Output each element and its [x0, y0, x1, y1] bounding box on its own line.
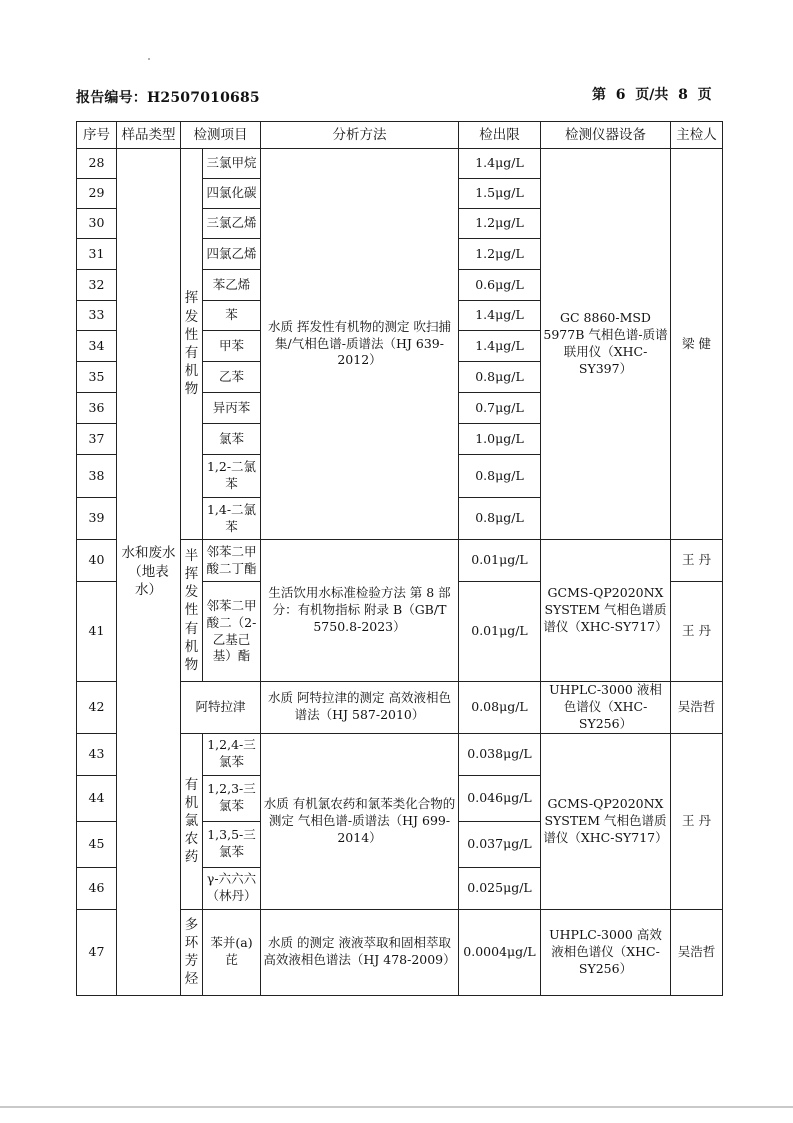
instrument-atrazine: UHPLC-3000 液相色谱仪（XHC-SY256）: [541, 682, 671, 734]
item-name: 1,3,5-三氯苯: [203, 821, 261, 867]
instrument-pah: UHPLC-3000 高效液相色谱仪（XHC-SY256）: [541, 909, 671, 995]
detection-limit: 0.01μg/L: [459, 540, 541, 582]
detection-limit: 0.038μg/L: [459, 733, 541, 775]
detection-limit: 0.08μg/L: [459, 682, 541, 734]
row-no: 40: [77, 540, 117, 582]
row-no: 38: [77, 455, 117, 498]
item-name: 1,2-二氯苯: [203, 455, 261, 498]
row-no: 44: [77, 775, 117, 821]
detection-limit: 1.2μg/L: [459, 209, 541, 239]
scan-speck: [148, 58, 150, 60]
row-no: 47: [77, 909, 117, 995]
detection-limit: 0.025μg/L: [459, 867, 541, 909]
inspector-ocp: 王 丹: [671, 733, 723, 909]
group-svoc: 半挥发性有机物: [181, 540, 203, 682]
row-no: 33: [77, 301, 117, 331]
item-name: 三氯甲烷: [203, 149, 261, 179]
col-header-method: 分析方法: [261, 122, 459, 149]
col-header-no: 序号: [77, 122, 117, 149]
row-no: 43: [77, 733, 117, 775]
inspector-svoc-41: 王 丹: [671, 582, 723, 682]
group-voc: 挥发性有机物: [181, 149, 203, 540]
method-ocp: 水质 有机氯农药和氯苯类化合物的测定 气相色谱-质谱法（HJ 699-2014）: [261, 733, 459, 909]
inspector-voc: 梁 健: [671, 149, 723, 540]
detection-limit: 0.0004μg/L: [459, 909, 541, 995]
item-name: 乙苯: [203, 362, 261, 393]
item-name: 邻苯二甲酸二丁酯: [203, 540, 261, 582]
item-name: 1,2,3-三氯苯: [203, 775, 261, 821]
item-name: 四氯乙烯: [203, 239, 261, 270]
item-name: γ-六六六（林丹）: [203, 867, 261, 909]
detection-limit: 1.5μg/L: [459, 179, 541, 209]
row-no: 39: [77, 498, 117, 540]
group-ocp: 有机氯农药: [181, 733, 203, 909]
inspector-pah: 吴浩哲: [671, 909, 723, 995]
instrument-svoc: GCMS-QP2020NX SYSTEM 气相色谱质谱仪（XHC-SY717）: [541, 540, 671, 682]
item-name: 1,2,4-三氯苯: [203, 733, 261, 775]
detection-limit: 0.7μg/L: [459, 393, 541, 424]
inspector-atrazine: 吴浩哲: [671, 682, 723, 734]
detection-limit: 0.046μg/L: [459, 775, 541, 821]
method-atrazine: 水质 阿特拉津的测定 高效液相色谱法（HJ 587-2010）: [261, 682, 459, 734]
item-name: 苯: [203, 301, 261, 331]
item-name: 三氯乙烯: [203, 209, 261, 239]
detection-limit: 1.4μg/L: [459, 331, 541, 362]
detection-limit: 1.0μg/L: [459, 424, 541, 455]
col-header-instrument: 检测仪器设备: [541, 122, 671, 149]
report-number: 报告编号：H2507010685: [76, 90, 260, 106]
detection-limit: 0.8μg/L: [459, 455, 541, 498]
method-pah: 水质 的测定 液液萃取和固相萃取高效液相色谱法（HJ 478-2009）: [261, 909, 459, 995]
table-header-row: [77, 122, 723, 149]
item-name: 四氯化碳: [203, 179, 261, 209]
method-voc: 水质 挥发性有机物的测定 吹扫捕集/气相色谱-质谱法（HJ 639-2012）: [261, 149, 459, 540]
item-name: 异丙苯: [203, 393, 261, 424]
page-bottom-border: [0, 1106, 793, 1108]
detection-limit: 1.4μg/L: [459, 149, 541, 179]
row-no: 28: [77, 149, 117, 179]
col-header-inspector: 主检人: [671, 122, 723, 149]
detection-limit: 1.2μg/L: [459, 239, 541, 270]
item-name: 1,4-二氯苯: [203, 498, 261, 540]
page-info: 第 6 页/共 8 页: [592, 87, 712, 103]
detection-limit: 0.6μg/L: [459, 270, 541, 301]
test-items-table: [76, 121, 723, 996]
method-svoc: 生活饮用水标准检验方法 第 8 部分：有机物指标 附录 B（GB/T 5750.8-2023）: [261, 540, 459, 682]
row-no: 41: [77, 582, 117, 682]
instrument-ocp: GCMS-QP2020NX SYSTEM 气相色谱质谱仪（XHC-SY717）: [541, 733, 671, 909]
col-header-detection-limit: 检出限: [459, 122, 541, 149]
col-header-sample-type: 样品类型: [117, 122, 181, 149]
row-no: 36: [77, 393, 117, 424]
group-pah: 多环芳烃: [181, 909, 203, 995]
item-name: 阿特拉津: [181, 682, 261, 734]
row-no: 42: [77, 682, 117, 734]
row-no: 31: [77, 239, 117, 270]
detection-limit: 0.8μg/L: [459, 362, 541, 393]
row-no: 30: [77, 209, 117, 239]
row-no: 37: [77, 424, 117, 455]
row-no: 45: [77, 821, 117, 867]
item-name: 氯苯: [203, 424, 261, 455]
col-header-test-item: 检测项目: [181, 122, 261, 149]
row-no: 34: [77, 331, 117, 362]
sample-type-cell: 水和废水（地表水）: [117, 149, 181, 996]
row-no: 46: [77, 867, 117, 909]
detection-limit: 0.8μg/L: [459, 498, 541, 540]
table-row: [77, 149, 723, 179]
row-no: 29: [77, 179, 117, 209]
item-name: 邻苯二甲酸二（2-乙基己基）酯: [203, 582, 261, 682]
inspector-svoc-40: 王 丹: [671, 540, 723, 582]
instrument-voc: GC 8860-MSD 5977B 气相色谱-质谱联用仪（XHC-SY397）: [541, 149, 671, 540]
item-name: 苯并(a)芘: [203, 909, 261, 995]
detection-limit: 0.01μg/L: [459, 582, 541, 682]
detection-limit: 1.4μg/L: [459, 301, 541, 331]
row-no: 35: [77, 362, 117, 393]
item-name: 苯乙烯: [203, 270, 261, 301]
item-name: 甲苯: [203, 331, 261, 362]
row-no: 32: [77, 270, 117, 301]
detection-limit: 0.037μg/L: [459, 821, 541, 867]
